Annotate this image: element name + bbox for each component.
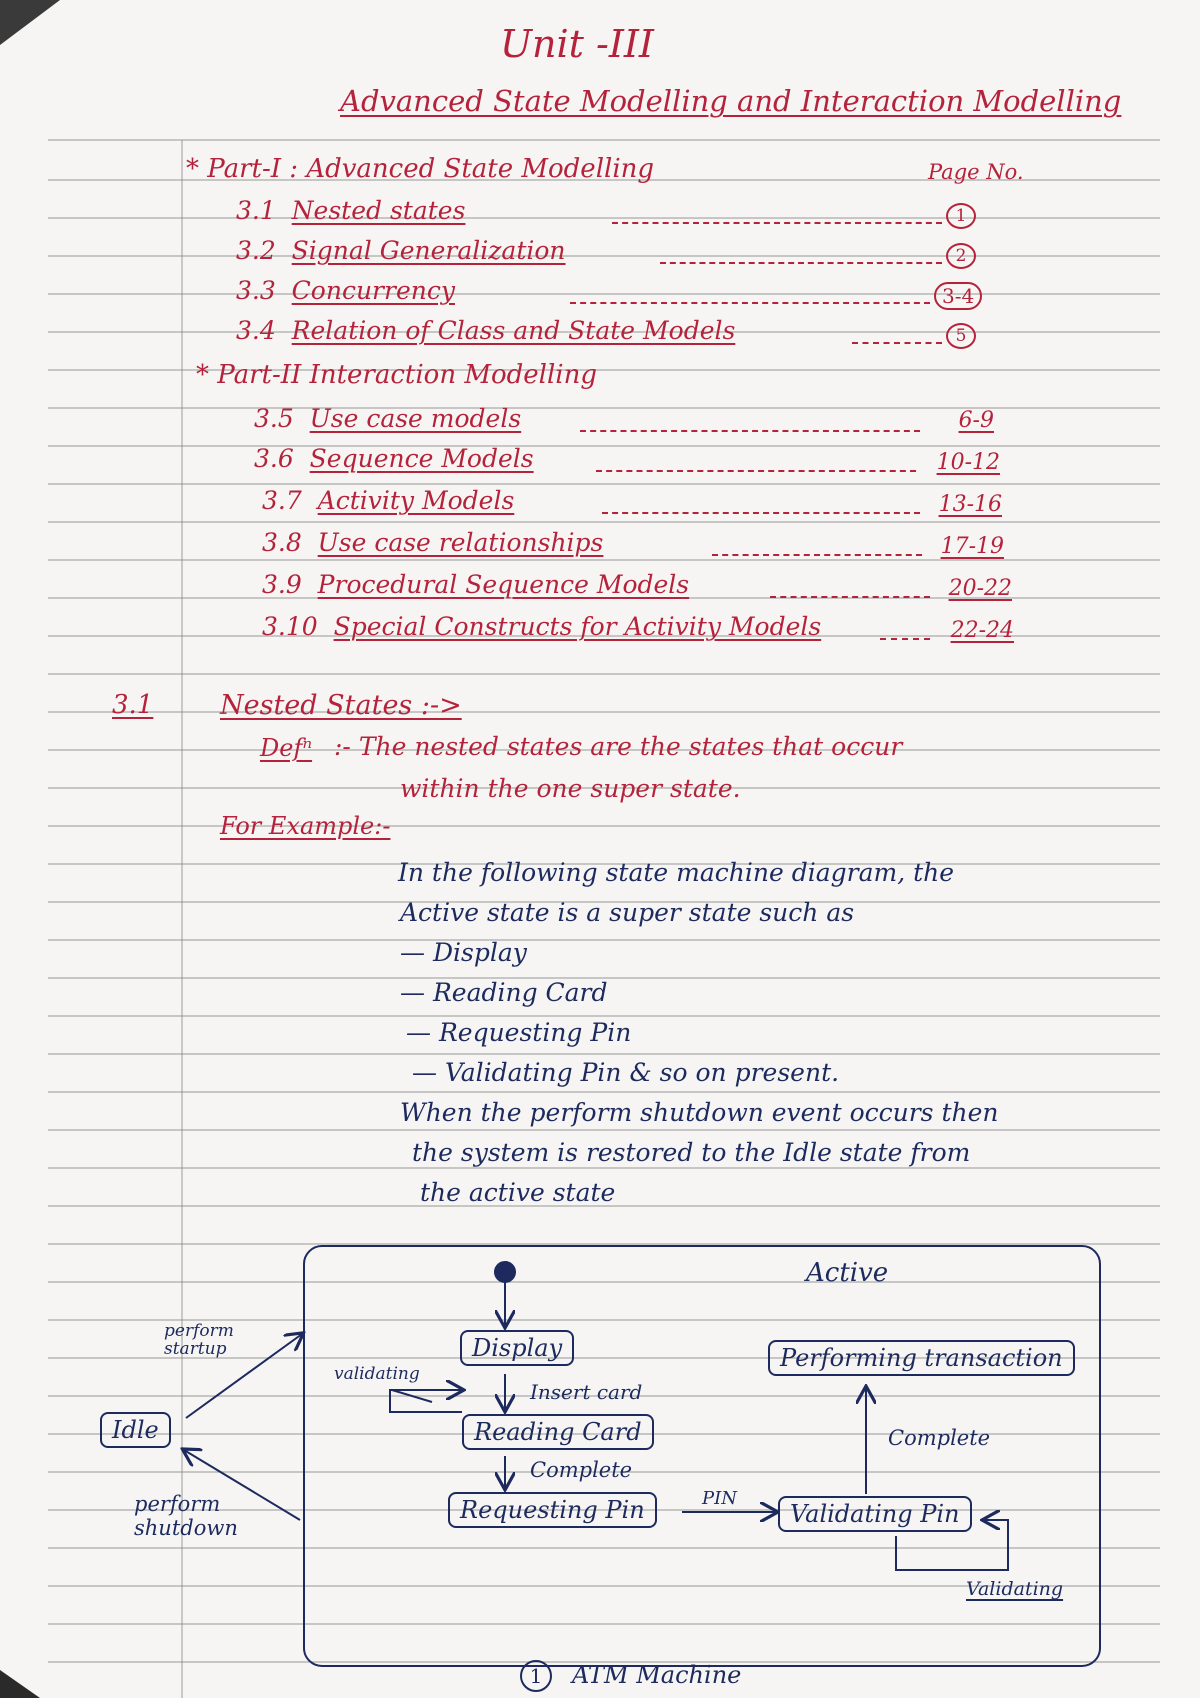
toc-item-page: 10-12 — [936, 450, 1000, 475]
toc-item-title: Use case models — [309, 404, 522, 433]
superstate-label: Active — [806, 1258, 889, 1288]
list-item: — Display — [400, 938, 527, 967]
caption-number: 1 — [520, 1660, 552, 1692]
toc-item-page: 2 — [946, 243, 976, 269]
para-line3: When the perform shutdown event occurs then — [400, 1098, 999, 1127]
unit-title: Unit -III — [500, 22, 654, 66]
definition-text-line1: :- The nested states are the states that occur — [334, 732, 903, 761]
label-pin: PIN — [702, 1488, 737, 1509]
toc-item-title: Use case relationships — [317, 528, 604, 557]
active-superstate — [304, 1246, 1100, 1666]
example-label: For Example:- — [220, 812, 391, 840]
para-line1: In the following state machine diagram, the — [398, 858, 955, 887]
toc-item-page: 22-24 — [950, 618, 1014, 643]
toc-item-number: 3.1 — [236, 196, 276, 225]
toc-item-page: 13-16 — [938, 492, 1002, 517]
toc-item-page: 5 — [946, 323, 976, 349]
page-no-label: Page No. — [928, 160, 1024, 184]
toc-item-number: 3.10 — [262, 612, 318, 641]
toc-part2-label: * Part-II Interaction Modelling — [196, 360, 597, 390]
definition-label: Defⁿ — [260, 734, 313, 762]
state-requesting-pin: Requesting Pin — [448, 1492, 657, 1528]
toc-item-title: Procedural Sequence Models — [317, 570, 690, 599]
toc-item-page: 1 — [946, 203, 976, 229]
state-idle: Idle — [100, 1412, 171, 1448]
para-line5: the active state — [420, 1178, 616, 1207]
toc-item-title: Sequence Models — [309, 444, 534, 473]
toc-item-number: 3.3 — [236, 276, 276, 305]
page-subtitle: Advanced State Modelling and Interaction Modelling — [340, 84, 1122, 118]
section-number: 3.1 — [112, 690, 154, 720]
toc-item-number: 3.5 — [254, 404, 294, 433]
label-perform-startup: perform startup — [164, 1321, 234, 1359]
toc-item-title: Nested states — [291, 196, 466, 225]
toc-item-title: Activity Models — [317, 486, 515, 515]
diagram-caption — [520, 1660, 741, 1692]
toc-item-page: 3-4 — [934, 282, 982, 310]
toc-item-title: Signal Generalization — [291, 236, 566, 265]
state-reading-card: Reading Card — [462, 1414, 654, 1450]
toc-item-title: Relation of Class and State Models — [291, 316, 736, 345]
section-heading: Nested States :-> — [220, 690, 462, 721]
label-complete-2: Complete — [888, 1426, 991, 1450]
label-complete-1: Complete — [530, 1458, 633, 1482]
toc-item-page: 6-9 — [958, 408, 994, 433]
toc-item-number: 3.7 — [262, 486, 302, 515]
para-line2: Active state is a super state such as — [400, 898, 855, 927]
toc-item-number: 3.9 — [262, 570, 302, 599]
toc-item-number: 3.2 — [236, 236, 276, 265]
toc-item-page: 17-19 — [940, 534, 1004, 559]
toc-item-page: 20-22 — [948, 576, 1012, 601]
toc-item-title: Concurrency — [291, 276, 455, 305]
label-insert-card: Insert card — [530, 1380, 643, 1404]
toc-item-number: 3.4 — [236, 316, 276, 345]
toc-item-number: 3.6 — [254, 444, 294, 473]
toc-part1-label: * Part-I : Advanced State Modelling — [186, 154, 655, 184]
label-validating-left: validating — [334, 1364, 420, 1384]
toc-item-title: Special Constructs for Activity Models — [333, 612, 822, 641]
state-performing-transaction: Performing transaction — [768, 1340, 1075, 1376]
para-line4: the system is restored to the Idle state from — [412, 1138, 971, 1167]
label-perform-shutdown: perform shutdown — [134, 1492, 238, 1540]
definition-text-line2: within the one super state. — [400, 774, 741, 803]
list-item: — Validating Pin & so on present. — [412, 1058, 840, 1087]
state-display: Display — [460, 1330, 574, 1366]
caption-text: ATM Machine — [572, 1661, 742, 1689]
list-item: — Reading Card — [400, 978, 608, 1007]
toc-item-number: 3.8 — [262, 528, 302, 557]
state-validating-pin: Validating Pin — [778, 1496, 972, 1532]
label-validating-bottom: Validating — [966, 1578, 1064, 1600]
list-item: — Requesting Pin — [406, 1018, 632, 1047]
